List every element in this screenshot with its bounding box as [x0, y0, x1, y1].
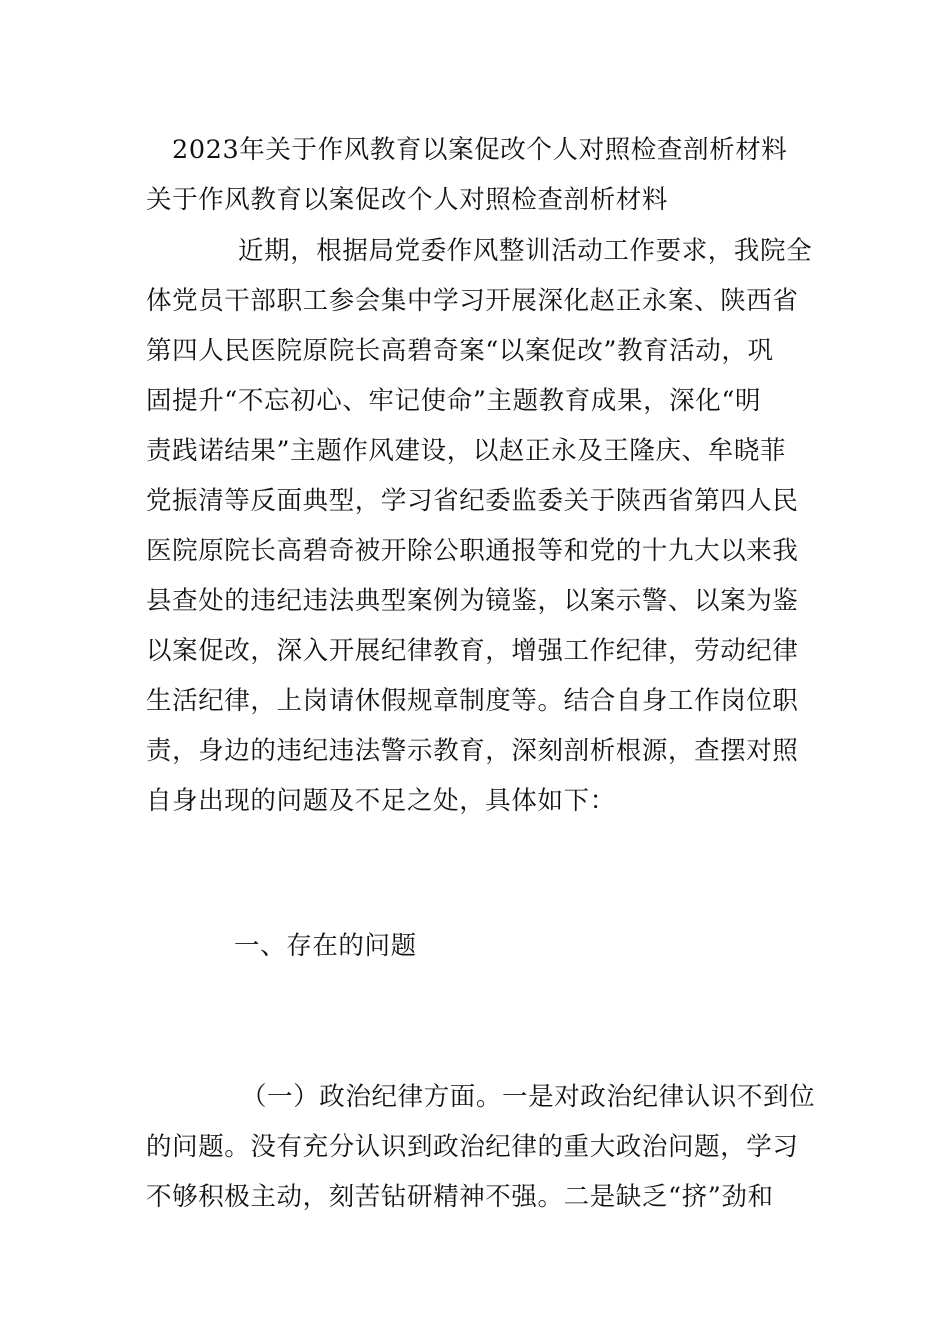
intro-line: 固提升“不忘初心、牢记使命”主题教育成果，深化“明: [146, 386, 762, 416]
subsection-line: 不够积极主动，刻苦钻研精神不强。二是缺乏“挤”劲和: [146, 1182, 774, 1212]
document-title: 2023年关于作风教育以案促改个人对照检查剖析材料: [172, 135, 788, 165]
intro-line: 自身出现的问题及不足之处，具体如下：: [146, 786, 616, 816]
intro-line: 近期，根据局党委作风整训活动工作要求，我院全: [238, 236, 813, 266]
intro-line: 生活纪律，上岗请休假规章制度等。结合自身工作岗位职: [146, 686, 799, 716]
intro-line: 第四人民医院原院长高碧奇案“以案促改”教育活动，巩: [146, 336, 774, 366]
intro-line: 体党员干部职工参会集中学习开展深化赵正永案、陕西省: [146, 286, 799, 316]
intro-line: 党振清等反面典型，学习省纪委监委关于陕西省第四人民: [146, 486, 799, 516]
intro-line: 县查处的违纪违法典型案例为镜鉴，以案示警、以案为鉴: [146, 586, 799, 616]
intro-line: 责践诺结果”主题作风建设，以赵正永及王隆庆、牟晓菲: [146, 436, 787, 466]
subsection-line: （一）政治纪律方面。一是对政治纪律认识不到位: [241, 1082, 816, 1112]
intro-line: 以案促改，深入开展纪律教育，增强工作纪律，劳动纪律: [146, 636, 799, 666]
intro-line: 医院原院长高碧奇被开除公职通报等和党的十九大以来我: [146, 536, 799, 566]
section-heading: 一、存在的问题: [234, 931, 417, 961]
document-subtitle: 关于作风教育以案促改个人对照检查剖析材料: [146, 185, 669, 215]
intro-line: 责，身边的违纪违法警示教育，深刻剖析根源，查摆对照: [146, 736, 799, 766]
subsection-line: 的问题。没有充分认识到政治纪律的重大政治问题，学习: [146, 1132, 799, 1162]
